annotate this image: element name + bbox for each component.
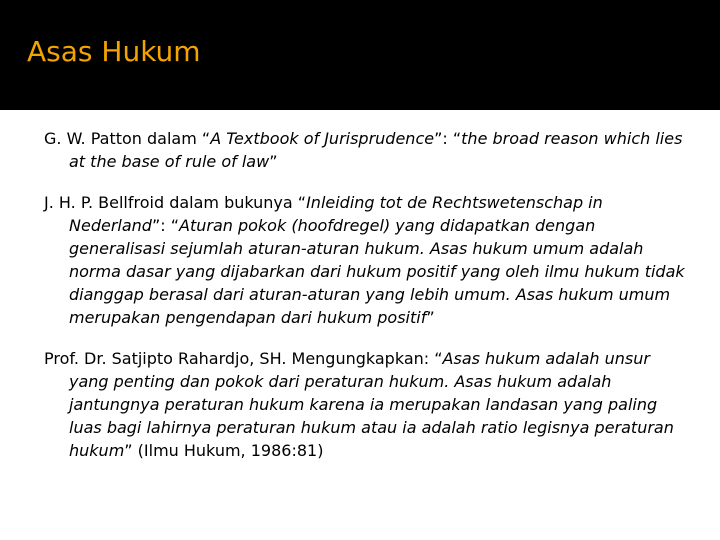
- paragraph-bellfroid: [44, 191, 694, 329]
- paragraph-rahardjo: [44, 347, 694, 462]
- separator: ”: “: [434, 129, 462, 148]
- quote-close: ”: [269, 152, 278, 171]
- quote-close: ”: [426, 308, 435, 327]
- quote-text: the broad reason which lies at the base of rule of law: [69, 129, 683, 171]
- quote-text: Aturan pokok (hoofdregel) yang didapatkan dengan generalisasi sejumlah aturan-aturan hukum. Asas hukum umum adalah norma dasar yang dijabarkan dari hukum positif yang oleh ilmu hukum tidak dianggap berasal dari aturan-aturan yang lebih umum. Asas hukum umum merupakan pengendapan dari hukum positif: [69, 216, 685, 327]
- paragraph-author: J. H. P. Bellfroid dalam bukunya “: [44, 193, 307, 212]
- paragraph-author: Prof. Dr. Satjipto Rahardjo, SH. Mengungkapkan: “: [44, 349, 443, 368]
- separator: ”: “: [151, 216, 179, 235]
- slide-title: Asas Hukum: [27, 35, 201, 68]
- slide-body: [44, 127, 694, 480]
- book-title: A Textbook of Jurisprudence: [210, 129, 435, 148]
- paragraph-author: G. W. Patton dalam “: [44, 129, 211, 148]
- book-title: Inleiding tot de Rechtswetenschap in Nederland: [69, 193, 603, 235]
- quote-text: Asas hukum adalah unsur yang penting dan pokok dari peraturan hukum. Asas hukum adalah jantungnya peraturan hukum karena ia merupakan landasan yang paling luas bagi lahirnya peraturan hukum atau ia adalah ratio legisnya peraturan hukum: [69, 349, 674, 460]
- paragraph-patton: [44, 127, 694, 173]
- citation: ” (Ilmu Hukum, 1986:81): [124, 441, 324, 460]
- slide-header: [0, 0, 720, 110]
